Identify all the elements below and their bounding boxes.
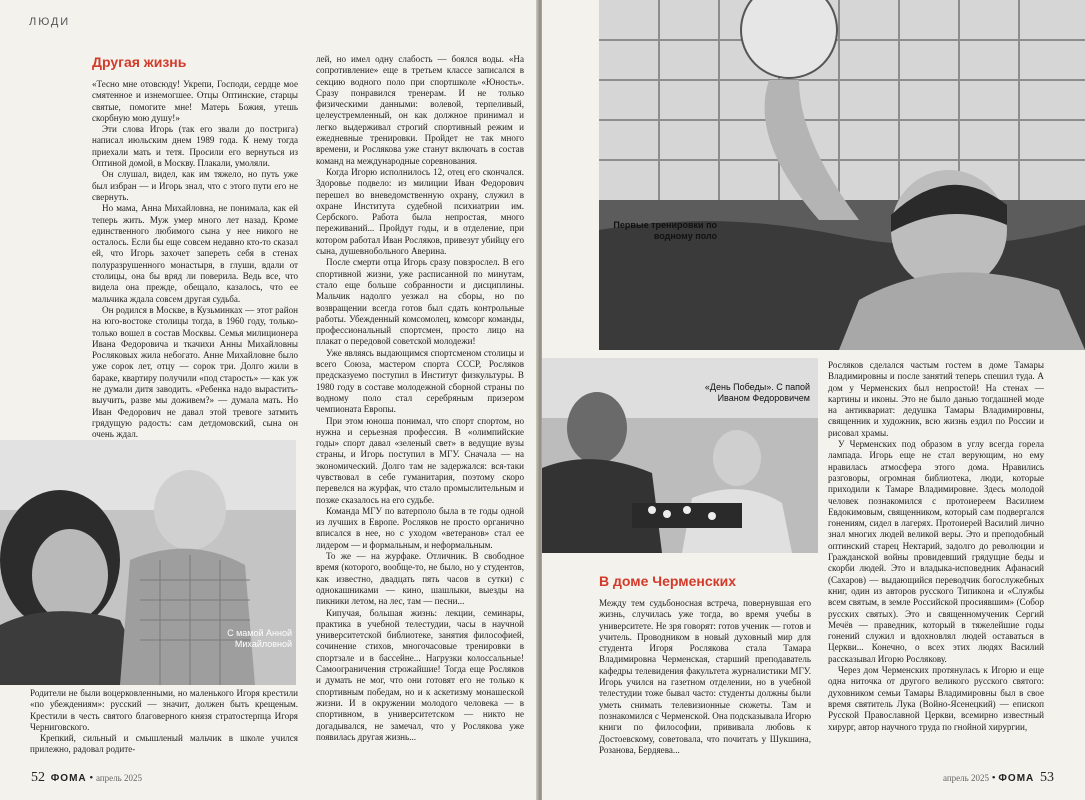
left-page [0, 0, 538, 800]
photo-victory-day-caption: «День Победы». С папой Иваном Федоровичем [704, 382, 810, 403]
right-heading: В доме Черменских [599, 573, 737, 589]
paragraph: При этом юноша понимал, что спорт спортом, но нужна и серьезная профессия. В «олимпийские годы» спорт давал «зеленый свет» в ведущие вузы страны, и Игорь поступил в МГУ. Сначала — на экономический. Долго там не задержался: вся-таки чувствовал в себе гуманитария, поэтому скоро перевелся на журфак, что стало промыслительным и позже сказалось на его судьбе. [316, 415, 524, 505]
paragraph: «Тесно мне отовсюду! Укрепи, Господи, сердце мое смятенное и изнемогшее. Отцы Оптинские, старцы святые, помогите мне! Матерь Божия, утешь скорбную мою душу!» [92, 79, 298, 123]
photo-water-polo-caption: Первые тренировки по водному поло [613, 220, 717, 241]
left-page-number: 52 [31, 770, 45, 785]
paragraph: Через дом Черменских протянулась к Игорю и еще одна ниточка от другого великого русского святого: духовником семьи Тамары Владимировны был в свое время святитель Лука (Войно-Ясенецкий) — епископ Русской Православной Церкви, всемирно известный хирург, автор научного труда по гнойной хирургии, [828, 665, 1044, 732]
right-page [542, 0, 1085, 800]
left-column-1-bottom [30, 688, 298, 780]
left-column-2 [316, 54, 524, 782]
paragraph: Родители не были воцерковленными, но маленького Игоря крестили «по убеждениям»: русский — значит, должен быть крещеным. Крестили в честь святого благоверного князя стратостерпца Игоря Черниговского. [30, 688, 298, 732]
paragraph: То же — на журфаке. Отличник. В свободное время (которого, вообще-то, не было, но у студентов, как известно, двадцать пять часов в сутки) с однокашниками — кино, шашлыки, выезды на пикники летом, на лес, там — песни... [316, 551, 524, 607]
paragraph: лей, но имел одну слабость — боялся воды. «На сопротивление» еще в третьем классе записался в секцию водного поло при спортшколе «Юность». Сразу понравился тренерам. И не только физическими данными: волевой, терпеливый, целеустремленный, он как должное принимал и легко выдерживал строгий спортивный режим и ежедневные тренировки. Пройдет не так много времени, и Рослякова уже станут включать в состав команд на международные соревнования. [316, 54, 524, 166]
right-folio: апрель 2025 • ФОМА 53 [942, 770, 1054, 785]
right-page-number: 53 [1040, 770, 1054, 785]
paragraph: Росляков сделался частым гостем в доме Тамары Владимировны и после занятий теперь спешил туда. А дом у Черменских был непростой! На стенах — картины и иконы. Это не было данью тогдашней моде на антиквариат: дедушка Тамары Владимировны, священник и художник, всю жизнь ездил по России и рисовал храмы. [828, 360, 1044, 438]
left-column-1 [92, 79, 298, 457]
photo-mother-and-child [0, 440, 296, 685]
right-column-2 [828, 360, 1044, 780]
photo-water-polo-image [599, 0, 1085, 350]
paragraph: Уже являясь выдающимся спортсменом столицы и всего Союза, мастером спорта СССР, Росляков предсказуемо поступил в Институт физкультуры. В 1980 году в составе молодежной сборной страны по водному поло стал серебряным призером чемпионата Европы. [316, 347, 524, 415]
paragraph: Крепкий, сильный и смышленый мальчик в школе учился прилежно, радовал родите- [30, 733, 298, 755]
left-heading: Другая жизнь [92, 54, 187, 70]
left-folio: 52 ФОМА • апрель 2025 [31, 770, 143, 785]
photo-mother-caption: С мамой Анной Михайловной [227, 628, 292, 649]
right-brand: ФОМА [998, 773, 1035, 784]
right-column-1 [599, 598, 811, 780]
paragraph: После смерти отца Игорь сразу повзрослел. В его спортивной жизни, уже расписанной по минутам, стало еще больше собранности и дисциплины. Мальчик надолго уезжал на сборы, но по возвращении всегда готов был сдать контрольные работы. Убежденный комсомолец, комсорг команды, профессиональный спортсмен, просто лицо на плакат о передовой советской молодежи! [316, 257, 524, 347]
photo-water-polo [599, 0, 1085, 350]
paragraph: Он слушал, видел, как им тяжело, но путь уже был избран — и Игорь знал, что с этого пути его не свернуть. [92, 169, 298, 202]
left-issue: апрель 2025 [95, 773, 143, 783]
left-brand: ФОМА [50, 773, 87, 784]
paragraph: Когда Игорю исполнилось 12, отец его скончался. Здоровье подвело: из милиции Иван Федорович перешел во вневедомственную охрану, служил в охране Института судебной психиатрии им. Сербского. Работа была непростая, много переживаний... Пройдут годы, и в отделение, при котором работал Иван Росляков, привезут убийцу его сына, душевнобольного Аверина. [316, 166, 524, 257]
paragraph: У Черменских под образом в углу всегда горела лампада. Игорь еще не стал верующим, но ему нравилась атмосфера этого дома. Нравились разговоры, огромная библиотека, люди, которые приходили к Тамаре Владимировне. Здесь молодой человек познакомился с протоиереем Василием Евдокимовым, священником, который сам подвергался гонениям, сидел в лагерях. Протоиерей Василий лично знал многих людей великой веры. Это и преподобный оптинский старец Нектарий, задолго до революции и Гражданской войны провидевший грядущие беды и скорби людей. Это и владыка-исповедник Афанасий (Сахаров) — выдающийся переводчик богослужебных книг, один из авторов русского Типикона и «Службы всем святым, в земле Российской просиявшим» (Собор русских святых). Это и священномученик Сергий Мечёв — праведник, который в тяжелейшие годы гонений служил и вдохновлял людей оставаться в Церкви... Конечно, о всех этих людях Василий рассказывал Игорю Рослякову. [828, 439, 1044, 664]
paragraph: Между тем судьбоносная встреча, повернувшая его жизнь, случилась уже тогда, во время учебы в университете. Не зря говорят: готов ученик — готов и учитель. Проводником в новый духовный мир для студента Игоря Рослякова стала Тамара Владимировна Черменская, старший преподаватель кафедры телевидения факультета журналистики МГУ. Игорь учился на газетном отделении, но в учебной телестудии тоже бывал часто: студенты должны были уметь снимать телевизионные сюжеты. Там и познакомился с Черменской. Она подсказывала Игорю книги по философии, прививала любовь к Достоевскому, советовала, что почитать у Шукшина, Розанова, Бердяева... [599, 598, 811, 755]
right-issue: апрель 2025 [942, 773, 990, 783]
paragraph: Но мама, Анна Михайловна, не понимала, как ей теперь жить. Муж умер много лет назад. Кроме единственного любимого сына у нее никого не осталось. Если бы еще совсем недавно кто-то сказал ей, что Игорь захочет запереть себя в стенах полуразрушенного монастыря, в глуши, вдали от столицы, она бы вряд ли поверила. Ведь все, что видела она прежде, обещало, казалось, что ее мальчика ждала совсем другая судьба. [92, 203, 298, 304]
paragraph: Кипучая, большая жизнь: лекции, семинары, практика в учебной телестудии, часы в научной университетской библиотеке, занятия философией, сочинение стихов, многочасовые тренировки в спортзале и в бассейне... Нагрузки колоссальные! Самоограничения строжайшие! Тогда еще Росляков и думать не мог, что они готовят его не только к спортивным победам, но и к аскетизму монашеской жизни. И в окружении молодого человека — в спортивном, в университетском — никто не догадывался, не замечал, что у Рослякова уже появилась другая жизнь... [316, 607, 524, 742]
section-label: ЛЮДИ [29, 16, 71, 28]
paragraph: Он родился в Москве, в Кузьминках — этот район на юго-востоке столицы тогда, в 1960 году, только-только вошел в состав Москвы. Семья милиционера Ивана Федоровича и ткачихи Анны Михайловны Росляковых жила небогато. Анне Михайловне было уже сорок лет, отцу — сорок три. Долго жили в бараке, квартиру получили «под старость» — как уж не думали дитя заводить. «Ребенка надо вырастить-выучить, разве мы доживем?» — думала мать. Но Иван Федорович не давал этой тревоге затмить грядущую радость: сам детдомовский, сына он очень ждал. [92, 304, 298, 440]
paragraph: Эти слова Игорь (так его звали до пострига) написал июльским днем 1989 года. К нему тогда приехали мать и тетя. Просили его вернуться из Оптиной домой, в Москву. Плакали, умоляли. [92, 124, 298, 169]
paragraph: Команда МГУ по ватерполо была в те годы одной из лучших в Европе. Росляков не просто органично вписался в нее, но с уходом «ветеранов» стал ее лидером — и формальным, и неформальным. [316, 505, 524, 550]
photo-victory-day [542, 358, 818, 553]
